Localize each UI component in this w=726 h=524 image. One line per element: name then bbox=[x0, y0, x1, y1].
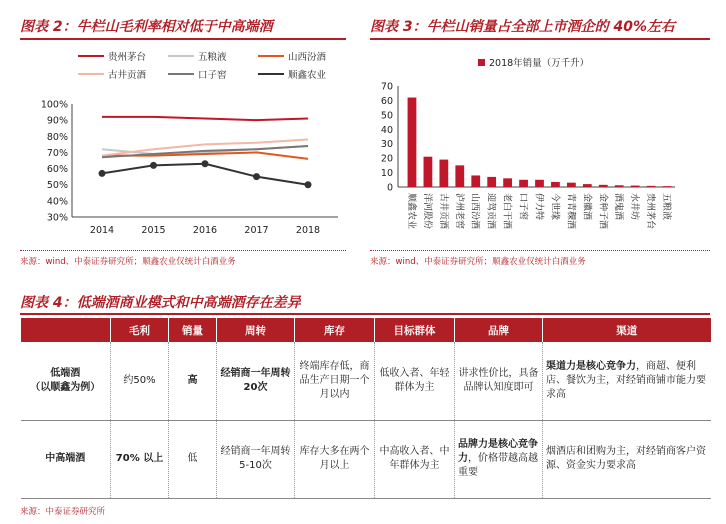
chart-left-title: 图表 2：牛栏山毛利率相对低于中高端酒 bbox=[20, 19, 273, 35]
series-line bbox=[102, 117, 308, 120]
y-tick-label: 100% bbox=[40, 99, 68, 111]
row-label-highend bbox=[21, 420, 111, 498]
bar bbox=[439, 160, 448, 187]
y-tick-label: 60% bbox=[46, 164, 68, 176]
legend-swatch bbox=[478, 59, 485, 66]
channel-emphasis: 渠道力是核心竞争力 bbox=[546, 360, 636, 372]
cell-target: 低收入者、年轻群体为主 bbox=[375, 342, 455, 420]
bar bbox=[583, 184, 592, 187]
bar bbox=[551, 182, 560, 187]
comparison-table bbox=[20, 318, 711, 499]
y-tick-label: 70 bbox=[380, 81, 393, 93]
legend-label: 山西汾酒 bbox=[288, 52, 327, 63]
legend-label: 2018年销量（万千升） bbox=[489, 58, 590, 69]
series-point bbox=[202, 160, 209, 167]
y-tick-label: 50% bbox=[46, 180, 68, 192]
chart-right-source: 来源：wind、中泰证券研究所；顺鑫农业仅统计白酒业务 bbox=[370, 257, 586, 267]
x-tick-label: 伊力特 bbox=[533, 193, 544, 221]
x-tick-label: 2018 bbox=[295, 225, 321, 236]
bar bbox=[663, 186, 672, 187]
x-tick-label: 酒鬼酒 bbox=[613, 193, 624, 221]
bar bbox=[519, 180, 528, 187]
y-tick-label: 0 bbox=[386, 182, 393, 194]
x-tick-label: 2015 bbox=[141, 225, 166, 236]
cell-margin: 约50% bbox=[111, 342, 169, 420]
bar bbox=[599, 185, 608, 187]
bar bbox=[615, 185, 624, 187]
bar bbox=[535, 180, 544, 187]
y-tick-label: 50 bbox=[380, 110, 393, 122]
row-label-line1: 低端酒 bbox=[50, 367, 81, 379]
header-channel: 渠道 bbox=[543, 318, 711, 342]
x-tick-label: 泸州老窖 bbox=[453, 193, 464, 230]
x-tick-label: 金种子酒 bbox=[597, 193, 608, 230]
x-tick-label: 古井贡酒 bbox=[437, 193, 448, 230]
cell-inventory: 库存大多在两个月以上 bbox=[295, 420, 375, 498]
x-tick-label: 2016 bbox=[192, 225, 218, 236]
x-tick-label: 洋河股份 bbox=[421, 193, 432, 230]
bar bbox=[503, 178, 512, 187]
cell-volume: 低 bbox=[169, 420, 217, 498]
y-tick-label: 70% bbox=[46, 147, 68, 159]
bar bbox=[567, 183, 576, 187]
line-chart bbox=[20, 44, 350, 244]
chart-left-bottom-rule bbox=[20, 250, 346, 251]
y-tick-label: 80% bbox=[46, 131, 68, 143]
x-tick-label: 口子窖 bbox=[517, 193, 528, 221]
y-tick-label: 30 bbox=[380, 139, 393, 151]
cell-margin: 70% 以上 bbox=[111, 420, 169, 498]
header-inventory: 库存 bbox=[295, 318, 375, 342]
chart-left-source: 来源：wind、中泰证券研究所；顺鑫农业仅统计白酒业务 bbox=[20, 257, 236, 267]
cell-volume: 高 bbox=[169, 342, 217, 420]
table-title: 图表 4：低端酒商业模式和中高端酒存在差异 bbox=[20, 295, 301, 311]
y-tick-label: 20 bbox=[380, 153, 393, 165]
cell-inventory: 终端库存低，商品生产日期一个月以内 bbox=[295, 342, 375, 420]
chart-right-title: 图表 3：牛栏山销量占全部上市酒企的 40%左右 bbox=[370, 19, 675, 35]
bar bbox=[647, 186, 656, 187]
header-margin: 毛利 bbox=[111, 318, 169, 342]
header-volume: 销量 bbox=[169, 318, 217, 342]
bar bbox=[455, 165, 464, 187]
x-tick-label: 青青稞酒 bbox=[565, 193, 576, 230]
header-corner bbox=[21, 318, 111, 342]
x-tick-label: 贵州茅台 bbox=[645, 193, 656, 230]
series-point bbox=[150, 162, 157, 169]
row-label-line1: 中高端酒 bbox=[45, 453, 86, 464]
x-tick-label: 山西汾酒 bbox=[469, 193, 480, 230]
x-tick-label: 今世缘 bbox=[549, 193, 560, 221]
y-tick-label: 10 bbox=[380, 168, 393, 180]
header-target: 目标群体 bbox=[375, 318, 455, 342]
y-tick-label: 90% bbox=[46, 115, 68, 127]
x-tick-label: 水井坊 bbox=[629, 193, 640, 221]
bar bbox=[408, 98, 417, 187]
x-tick-label: 五粮液 bbox=[661, 193, 672, 221]
series-point bbox=[305, 181, 312, 188]
bar bbox=[631, 186, 640, 187]
x-tick-label: 金徽酒 bbox=[581, 193, 592, 221]
row-label-line2: （以顺鑫为例） bbox=[30, 381, 101, 393]
x-tick-label: 老白干酒 bbox=[501, 193, 512, 230]
y-tick-label: 40% bbox=[46, 196, 68, 208]
cell-channel bbox=[543, 342, 711, 420]
header-turnover: 周转 bbox=[217, 318, 295, 342]
row-label-lowend bbox=[21, 342, 111, 420]
legend-label: 口子窖 bbox=[198, 70, 227, 81]
series-point bbox=[99, 170, 106, 177]
chart-right-title-rule bbox=[370, 38, 710, 40]
chart-left-title-rule bbox=[20, 38, 346, 40]
cell-target: 中高收入者、中年群体为主 bbox=[375, 420, 455, 498]
x-tick-label: 2014 bbox=[89, 225, 115, 236]
cell-turnover: 经销商一年周转20次 bbox=[217, 342, 295, 420]
legend-label: 贵州茅台 bbox=[108, 52, 147, 63]
table-row bbox=[21, 420, 711, 498]
bar bbox=[424, 157, 433, 187]
x-tick-label: 2017 bbox=[244, 225, 269, 236]
bar bbox=[471, 175, 480, 187]
series-point bbox=[253, 173, 260, 180]
legend-label: 五粮液 bbox=[198, 52, 227, 63]
brand-rest: ，价格带越高越重要 bbox=[458, 453, 538, 478]
legend-label: 古井贡酒 bbox=[108, 70, 147, 81]
brand-emphasis: 品牌力是核心竞争力 bbox=[458, 439, 538, 464]
cell-brand bbox=[455, 420, 543, 498]
x-tick-label: 迎驾贡酒 bbox=[485, 193, 496, 230]
table-header-row bbox=[21, 318, 711, 342]
table-title-rule bbox=[20, 313, 710, 315]
cell-turnover: 经销商一年周转5-10次 bbox=[217, 420, 295, 498]
y-tick-label: 30% bbox=[46, 212, 68, 224]
channel-rest: ，商超、便利店、餐饮为主，对经销商铺市能力要求高 bbox=[546, 360, 706, 400]
cell-channel: 烟酒店和团购为主，对经销商客户资源、资金实力要求高 bbox=[543, 420, 711, 498]
x-tick-label: 顺鑫农业 bbox=[405, 193, 416, 230]
cell-brand: 讲求性价比，具备品牌认知度即可 bbox=[455, 342, 543, 420]
bar-chart bbox=[370, 44, 710, 249]
bar bbox=[487, 177, 496, 187]
y-tick-label: 60 bbox=[380, 95, 393, 107]
y-tick-label: 40 bbox=[380, 124, 393, 136]
table-row bbox=[21, 342, 711, 420]
table-source: 来源：中泰证券研究所 bbox=[20, 507, 106, 517]
chart-right-bottom-rule bbox=[370, 250, 710, 251]
header-brand: 品牌 bbox=[455, 318, 543, 342]
legend-label: 顺鑫农业 bbox=[288, 70, 327, 81]
